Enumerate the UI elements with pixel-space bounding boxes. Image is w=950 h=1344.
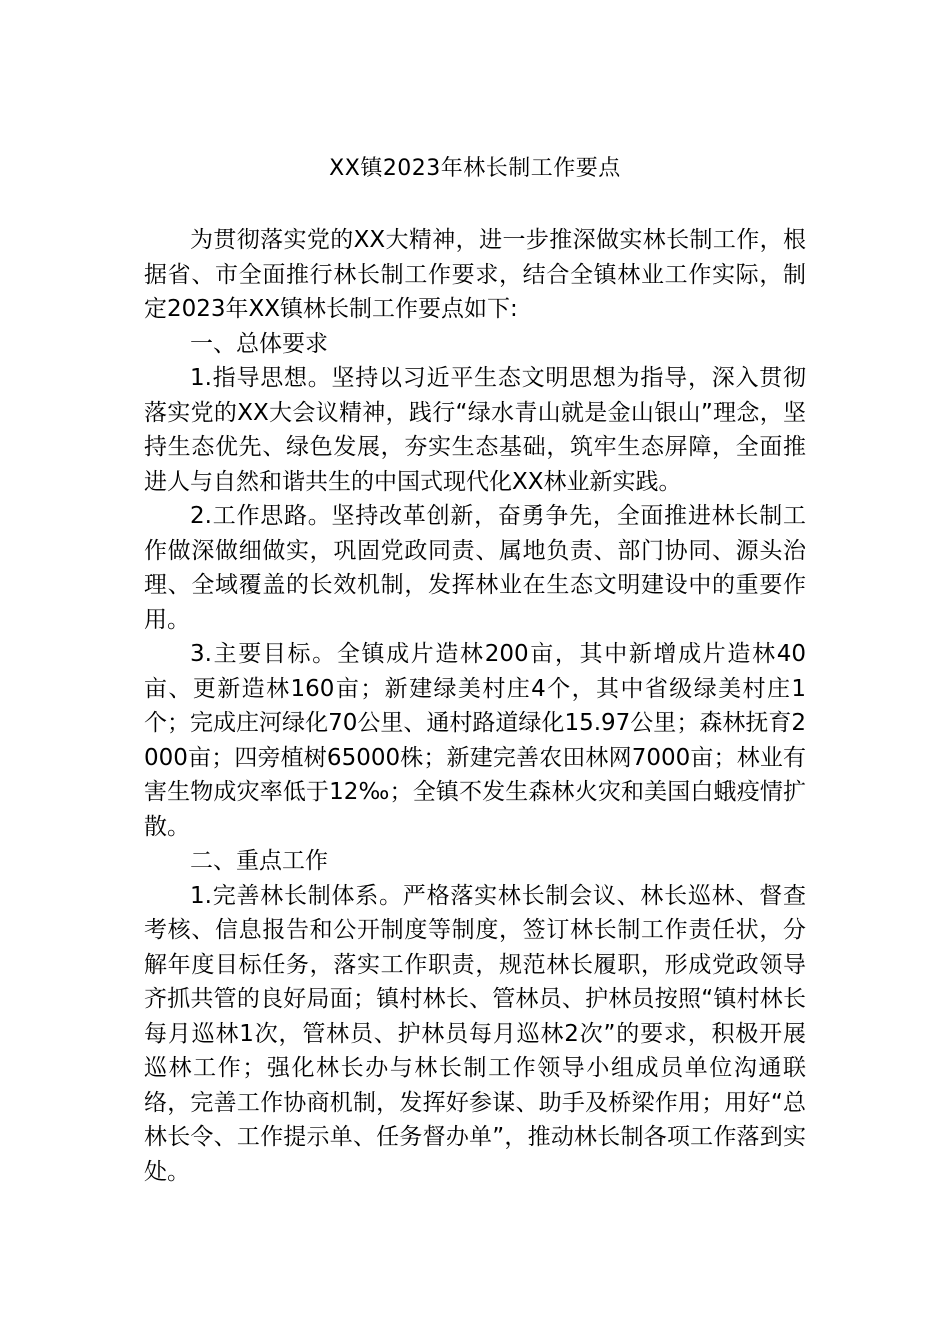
section-heading-key-work: 二、重点工作 — [190, 848, 328, 874]
intro-paragraph: 为贯彻落实党的XX大精神，进一步推深做实林长制工作，根据省、市全面推行林长制工作要求，结合全镇林业工作实际，制定2023年XX镇林长制工作要点如下: — [144, 227, 806, 322]
section-heading-general-requirements: 一、总体要求 — [190, 330, 328, 357]
paragraph-improve-system: 1.完善林长制体系。严格落实林长制会议、林长巡林、督查考核、信息报告和公开制度等制度，签订林长制工作责任状，分解年度目标任务，落实工作职责，规范林长履职，形成党政领导齐抓共管的良好局面；镇村林长、管林员、护林员按照“镇村林长每月巡林1次，管林员、护林员每月巡林2次”的要求，积极开展巡林工作；强化林长办与林长制工作领导小组成员单位沟通联络，完善工作协商机制，发挥好参谋、助手及桥梁作用；用好“总林长令、工作提示单、任务督办单”，推动林长制各项工作落到实处。 — [144, 882, 806, 1185]
document-body — [144, 223, 806, 1189]
paragraph-work-approach: 2.工作思路。坚持改革创新，奋勇争先，全面推进林长制工作做深做细做实，巩固党政同责、属地负责、部门协同、源头治理、全域覆盖的长效机制，发挥林业在生态文明建设中的重要作用。 — [144, 503, 806, 633]
paragraph-main-targets: 3.主要目标。全镇成片造林200亩，其中新增成片造林40亩、更新造林160亩；新建绿美村庄4个，其中省级绿美村庄1个；完成庄河绿化70公里、通村路道绿化15.97公里；森林抚育2000亩；四旁植树65000株；新建完善农田林网7000亩；林业有害生物成灾率低于12‰；全镇不发生森林火灾和美国白蛾疫情扩散。 — [144, 641, 806, 840]
paragraph-guiding-ideology: 1.指导思想。坚持以习近平生态文明思想为指导，深入贯彻落实党的XX大会议精神，践行“绿水青山就是金山银山”理念，坚持生态优先、绿色发展，夯实生态基础，筑牢生态屏障，全面推进人与自然和谐共生的中国式现代化XX林业新实践。 — [144, 365, 806, 495]
document-title: XX镇2023年林长制工作要点 — [329, 156, 621, 181]
